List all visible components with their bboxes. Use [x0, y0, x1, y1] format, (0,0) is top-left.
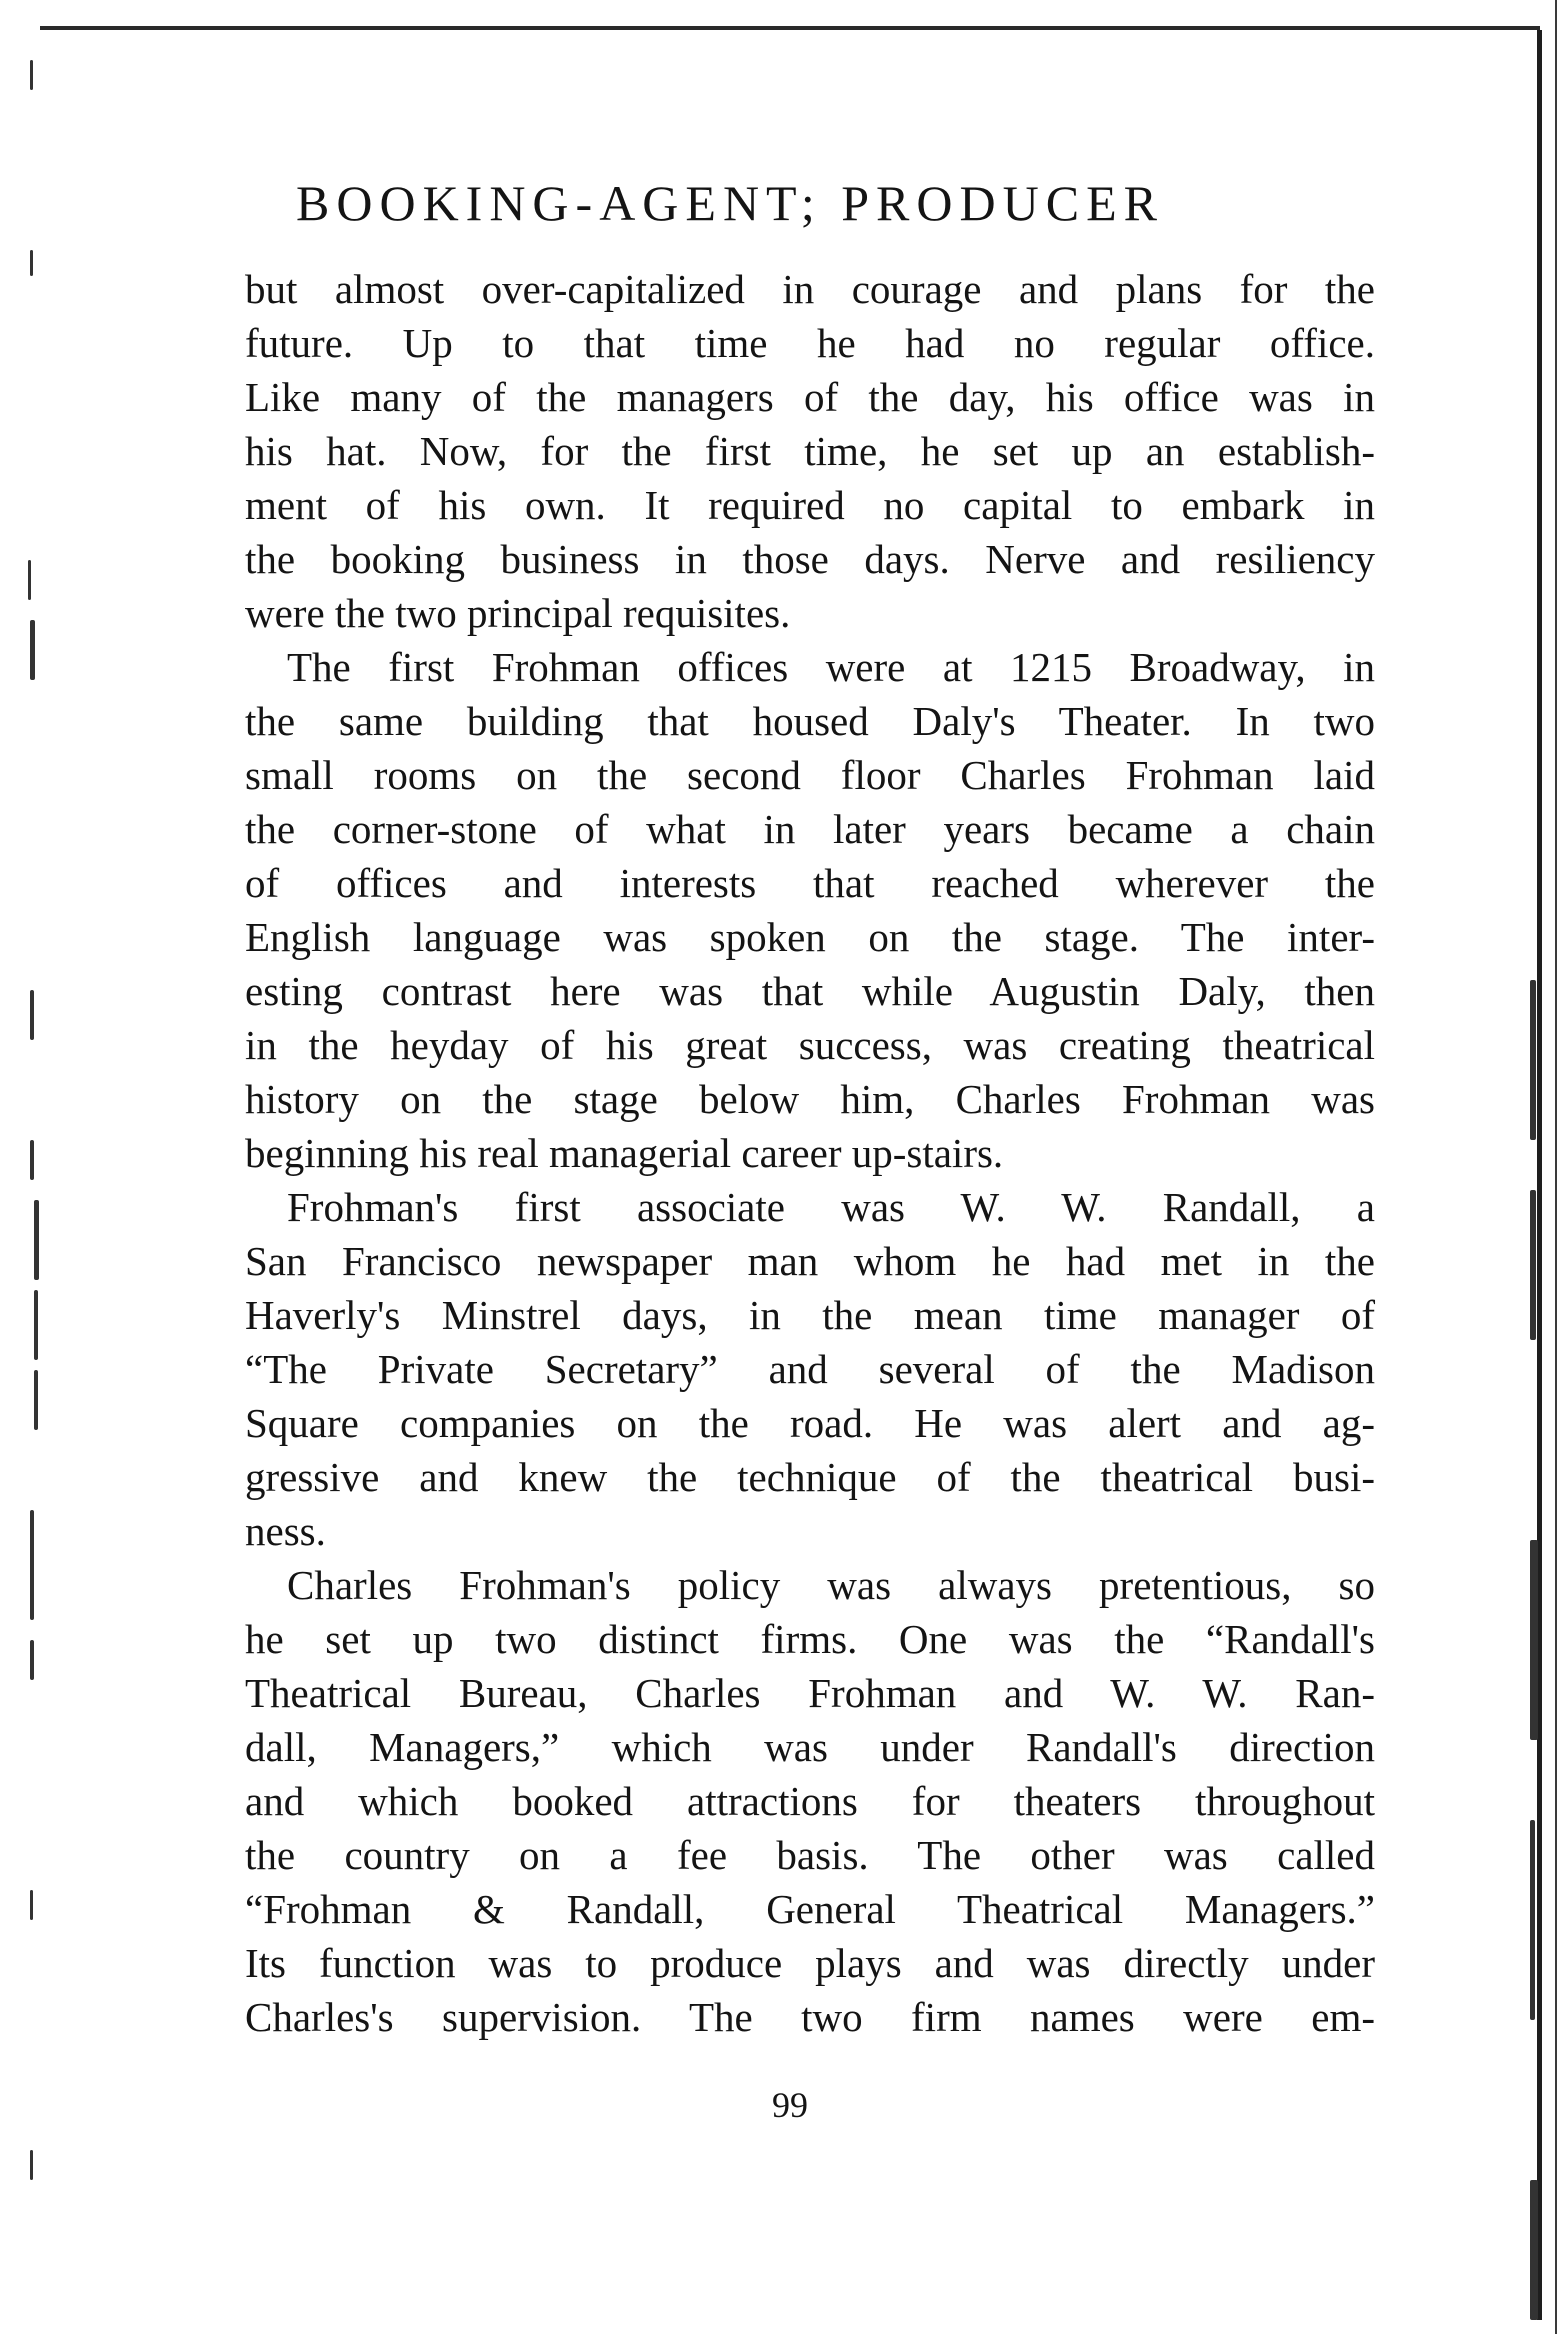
scan-speck — [1530, 980, 1536, 1140]
text-line: were the two principal requisites. — [245, 590, 791, 636]
scan-speck — [34, 1200, 39, 1280]
text-line: Like many of the managers of the day, his office was in — [245, 374, 1375, 420]
scan-speck — [30, 250, 33, 276]
text-line: the same building that housed Daly's Theater. In two — [245, 698, 1375, 744]
text-line: Square companies on the road. He was alert and ag- — [245, 1400, 1375, 1446]
text-line: Haverly's Minstrel days, in the mean time manager of — [245, 1292, 1375, 1338]
scan-speck — [34, 1290, 38, 1360]
text-line: English language was spoken on the stage. The inter- — [245, 914, 1375, 960]
text-line: the booking business in those days. Nerve and resiliency — [245, 536, 1375, 582]
scan-speck — [30, 1890, 33, 1920]
text-line: beginning his real managerial career up-stairs. — [245, 1130, 1004, 1176]
text-line: history on the stage below him, Charles Frohman was — [245, 1076, 1375, 1122]
text-line: dall, Managers,” which was under Randall's direction — [245, 1724, 1375, 1770]
text-line: Theatrical Bureau, Charles Frohman and W. W. Ran- — [245, 1670, 1375, 1716]
text-line: ness. — [245, 1508, 326, 1554]
text-line: esting contrast here was that while Augustin Daly, then — [245, 968, 1375, 1014]
scan-speck — [30, 1140, 34, 1180]
text-line: he set up two distinct firms. One was the “Randall's — [245, 1616, 1375, 1662]
text-line: but almost over-capitalized in courage and plans for the — [245, 266, 1375, 312]
text-line: San Francisco newspaper man whom he had met in the — [245, 1238, 1375, 1284]
text-line: “Frohman & Randall, General Theatrical Managers.” — [245, 1886, 1375, 1932]
scan-right-gutter — [1537, 30, 1542, 2320]
scan-speck — [28, 560, 31, 600]
text-line: and which booked attractions for theaters throughout — [245, 1778, 1375, 1824]
running-head: BOOKING-AGENT; PRODUCER — [296, 175, 1164, 231]
text-line: Frohman's first associate was W. W. Randall, a — [287, 1184, 1375, 1230]
scan-speck — [1530, 1820, 1535, 2020]
scan-speck — [30, 990, 34, 1040]
text-line: of offices and interests that reached wherever the — [245, 860, 1375, 906]
text-line: the corner-stone of what in later years became a chain — [245, 806, 1375, 852]
scan-speck — [30, 1640, 34, 1680]
scan-speck — [1530, 1190, 1536, 1340]
text-line: future. Up to that time he had no regular office. — [245, 320, 1375, 366]
text-line: his hat. Now, for the first time, he set up an establish- — [245, 428, 1375, 474]
scan-speck — [30, 2150, 33, 2180]
text-line: in the heyday of his great success, was creating theatrical — [245, 1022, 1375, 1068]
text-line: Charles's supervision. The two firm names were em- — [245, 1994, 1375, 2040]
text-line: the country on a fee basis. The other was called — [245, 1832, 1375, 1878]
text-line: small rooms on the second floor Charles Frohman laid — [245, 752, 1375, 798]
body-text — [245, 262, 1375, 2044]
scan-speck — [1530, 2180, 1538, 2320]
text-line: gressive and knew the technique of the theatrical busi- — [245, 1454, 1375, 1500]
scan-speck — [30, 1510, 34, 1620]
scan-top-edge — [40, 26, 1540, 30]
scan-speck — [1530, 1540, 1538, 1740]
page-number: 99 — [772, 2085, 808, 2125]
text-line: ment of his own. It required no capital to embark in — [245, 482, 1375, 528]
text-line: Charles Frohman's policy was always pretentious, so — [287, 1562, 1375, 1608]
text-line: Its function was to produce plays and was directly under — [245, 1940, 1375, 1986]
scan-right-edge — [1555, 0, 1557, 2334]
scan-speck — [30, 60, 33, 90]
text-line: “The Private Secretary” and several of the Madison — [245, 1346, 1375, 1392]
text-line: The first Frohman offices were at 1215 Broadway, in — [287, 644, 1375, 690]
scan-speck — [34, 1370, 38, 1430]
scan-speck — [30, 620, 35, 680]
